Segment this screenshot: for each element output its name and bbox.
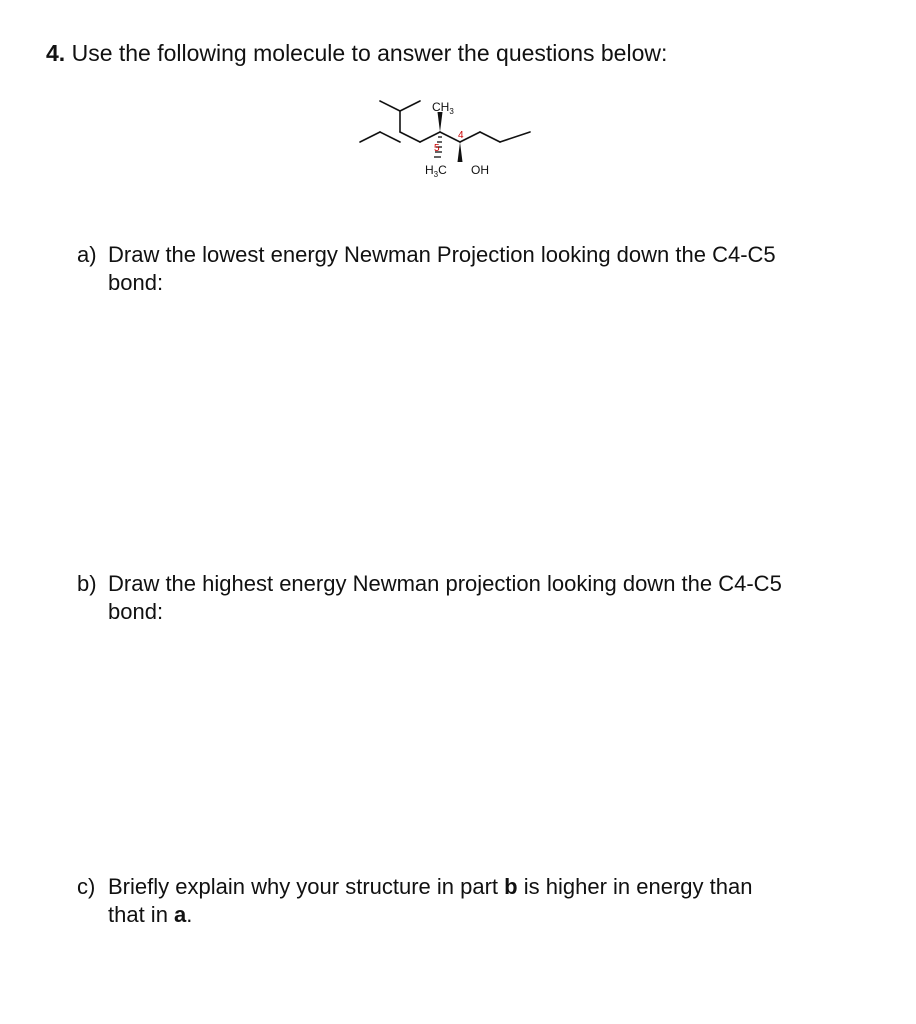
part-a-text-2: bond:: [108, 270, 164, 295]
part-c: [77, 873, 877, 929]
part-c-line-1: [77, 873, 877, 901]
top-methyl-label: $CH_3$: [432, 100, 454, 116]
part-c-text-2b: .: [186, 902, 193, 927]
part-c-text-2a: that in: [108, 902, 175, 927]
bond-c2-c1: [500, 132, 530, 142]
bond-left-chain: [380, 132, 400, 142]
bond-chain-c6: [400, 132, 420, 142]
bond-c6-c5: [420, 132, 440, 142]
part-c-bold-a: a: [174, 902, 187, 927]
part-c-line-2: [77, 901, 877, 929]
question-number: 4.: [46, 40, 66, 66]
part-b: [77, 570, 877, 626]
part-b-text-1: Draw the highest energy Newman projection looking down the C4-C5: [108, 571, 782, 596]
part-c-label: c): [77, 874, 96, 899]
part-b-text-2: bond:: [108, 599, 164, 624]
question-header: [46, 38, 667, 68]
part-a-label: a): [77, 242, 97, 267]
carbon-5-label: 5: [434, 143, 440, 154]
bond-c3-c2: [480, 132, 500, 142]
part-c-bold-b: b: [504, 874, 518, 899]
left-methyl-label: $H_3C$: [425, 163, 447, 179]
part-c-text-1b: is higher in energy than: [517, 874, 753, 899]
part-c-text-1a: Briefly explain why your structure in part: [108, 874, 505, 899]
part-a-text-1: Draw the lowest energy Newman Projection looking down the C4-C5: [108, 242, 776, 267]
part-b-line-1: [77, 570, 877, 598]
part-a-line-1: [77, 241, 877, 269]
bond-tbutyl-left: [380, 101, 400, 111]
carbon-4-label: 4: [458, 130, 464, 141]
molecule-structure: [350, 90, 550, 190]
bond-tbutyl-right: [400, 101, 420, 111]
part-b-label: b): [77, 571, 97, 596]
wedge-bond-c4-hydroxyl: [458, 142, 463, 162]
wedge-bond-c5-methyl: [438, 112, 443, 132]
part-a: [77, 241, 877, 297]
hydroxyl-label: OH: [471, 163, 489, 177]
question-prompt: Use the following molecule to answer the questions below:: [71, 40, 668, 66]
bond-c5-c4: [440, 132, 460, 142]
bond-left-chain-end: [360, 132, 380, 142]
